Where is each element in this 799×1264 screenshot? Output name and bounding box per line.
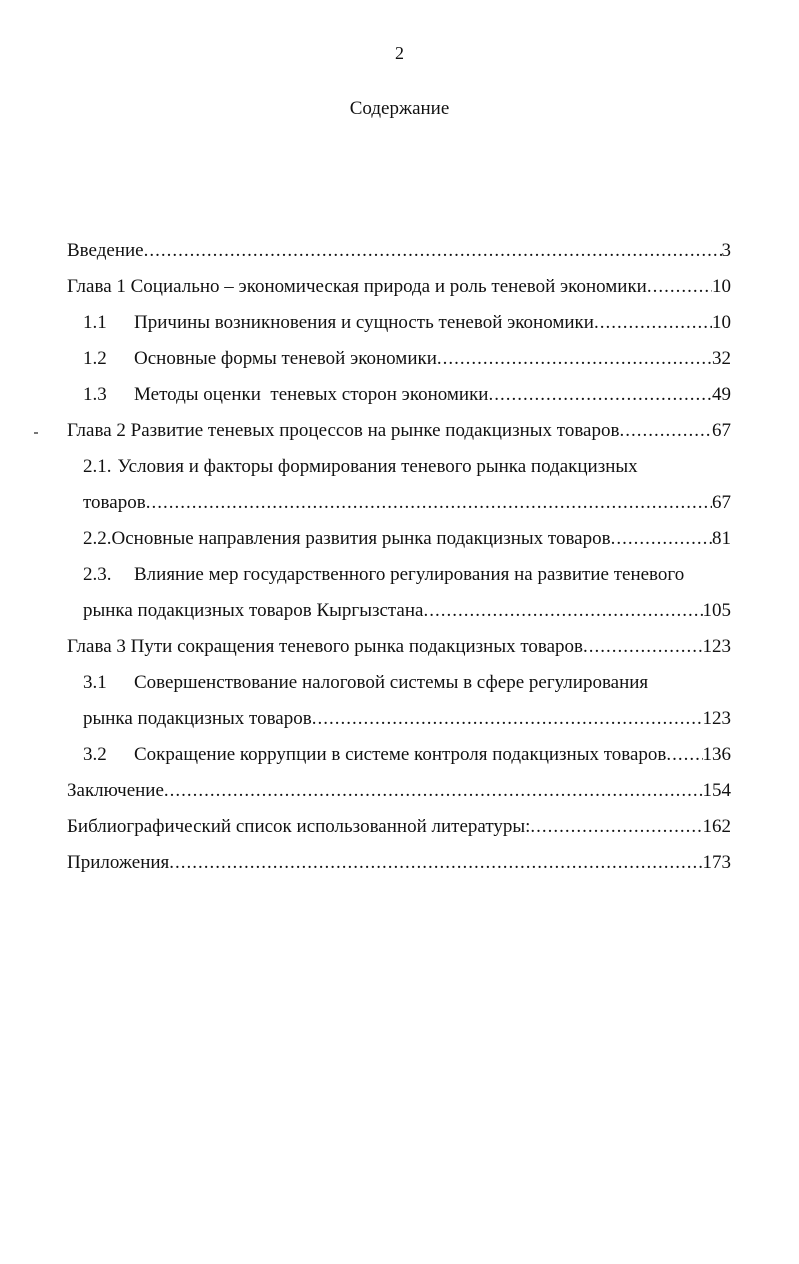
toc-entry-chapter-1[interactable]: [67, 275, 731, 311]
toc-section-number: 2.3.: [83, 564, 112, 585]
dot-leader: [423, 599, 702, 623]
toc-page-number: 123: [702, 708, 731, 729]
toc-page-number: 67: [712, 492, 731, 513]
toc-section-number: 3.2: [83, 744, 107, 765]
toc-page-number: 105: [702, 600, 731, 621]
toc-entry-text: Совершенствование налоговой системы в сфере регулирования: [134, 672, 649, 693]
toc-entry-text: рынка подакцизных товаров Кыргызстана: [83, 600, 424, 621]
toc-page-number: 173: [702, 852, 731, 873]
toc-entry-text: Основные формы теневой экономики: [134, 348, 437, 369]
toc-entry-text: Глава 1 Социально – экономическая природа и роль теневой экономики: [67, 276, 647, 297]
toc-page-number: 32: [712, 348, 731, 369]
dot-leader: [146, 491, 712, 515]
toc-entry-text: Заключение: [67, 780, 164, 801]
toc-entry-text: Сокращение коррупции в системе контроля подакцизных товаров: [134, 744, 667, 765]
toc-entry-text: Методы оценки теневых сторон экономики: [134, 384, 489, 405]
toc-entry-text: 2.2.Основные направления развития рынка подакцизных товаров: [83, 528, 611, 549]
toc-entry-text: Библиографический список использованной литературы:: [67, 816, 531, 837]
toc-entry-text: Глава 3 Пути сокращения теневого рынка подакцизных товаров: [67, 636, 584, 657]
toc-entry-text: Глава 2 Развитие теневых процессов на рынке подакцизных товаров: [67, 420, 620, 441]
toc-page-number: 136: [702, 744, 731, 765]
toc-entry-section-3-1-cont[interactable]: [67, 707, 731, 743]
toc-entry-section-3-1[interactable]: [67, 671, 731, 707]
dot-leader: [312, 707, 703, 731]
toc-entry-appendices[interactable]: [67, 851, 731, 887]
toc-entry-text: товаров: [83, 492, 146, 513]
toc-section-number: 1.2: [83, 348, 107, 369]
toc-page-number: 49: [712, 384, 731, 405]
toc-entry-chapter-2[interactable]: [67, 419, 731, 455]
dot-leader: [583, 635, 702, 659]
toc-page-number: 3: [721, 240, 731, 261]
toc-entry-introduction[interactable]: [67, 239, 731, 275]
toc-entry-section-1-2[interactable]: [67, 347, 731, 383]
toc-entry-section-1-3[interactable]: [67, 383, 731, 419]
dot-leader: [437, 347, 712, 371]
toc-entry-text: Условия и факторы формирования теневого рынка подакцизных: [117, 456, 638, 477]
toc-entry-section-2-2[interactable]: [67, 527, 731, 563]
toc-entry-section-1-1[interactable]: [67, 311, 731, 347]
toc-entry-section-2-1[interactable]: [67, 455, 731, 491]
toc-entry-text: рынка подакцизных товаров: [83, 708, 312, 729]
toc-page-number: 67: [712, 420, 731, 441]
dot-leader: [666, 743, 702, 767]
dot-leader: [594, 311, 712, 335]
toc-page-number: 154: [702, 780, 731, 801]
dot-leader: [144, 239, 722, 263]
toc-entry-chapter-3[interactable]: [67, 635, 731, 671]
toc-page-number: 162: [702, 816, 731, 837]
toc-entry-section-3-2[interactable]: [67, 743, 731, 779]
toc-section-number: 1.1: [83, 312, 107, 333]
toc-page-number: 10: [712, 312, 731, 333]
toc-entry-text: Влияние мер государственного регулирования на развитие теневого: [134, 564, 685, 585]
toc-entry-section-2-3[interactable]: [67, 563, 731, 599]
dot-leader: [169, 851, 702, 875]
toc-entry-bibliography[interactable]: [67, 815, 731, 851]
toc-page-number: 10: [712, 276, 731, 297]
toc-section-number: 2.1.: [83, 456, 112, 477]
toc-entry-conclusion[interactable]: [67, 779, 731, 815]
toc-entry-section-2-1-cont[interactable]: [67, 491, 731, 527]
scan-mark: [34, 432, 38, 434]
toc-page-number: 81: [712, 528, 731, 549]
toc-entry-section-2-3-cont[interactable]: [67, 599, 731, 635]
dot-leader: [611, 527, 712, 551]
toc-entry-text: Причины возникновения и сущность теневой экономики: [134, 312, 594, 333]
toc-entry-text: Введение: [67, 240, 144, 261]
dot-leader: [488, 383, 712, 407]
toc-section-number: 1.3: [83, 384, 107, 405]
dot-leader: [530, 815, 702, 839]
toc-section-number: 3.1: [83, 672, 107, 693]
page-number: 2: [395, 43, 404, 63]
page-title: Содержание: [349, 98, 450, 119]
dot-leader: [619, 419, 712, 443]
dot-leader: [164, 779, 703, 803]
table-of-contents: [67, 239, 731, 887]
dot-leader: [647, 275, 712, 299]
toc-entry-text: Приложения: [67, 852, 170, 873]
toc-page-number: 123: [702, 636, 731, 657]
